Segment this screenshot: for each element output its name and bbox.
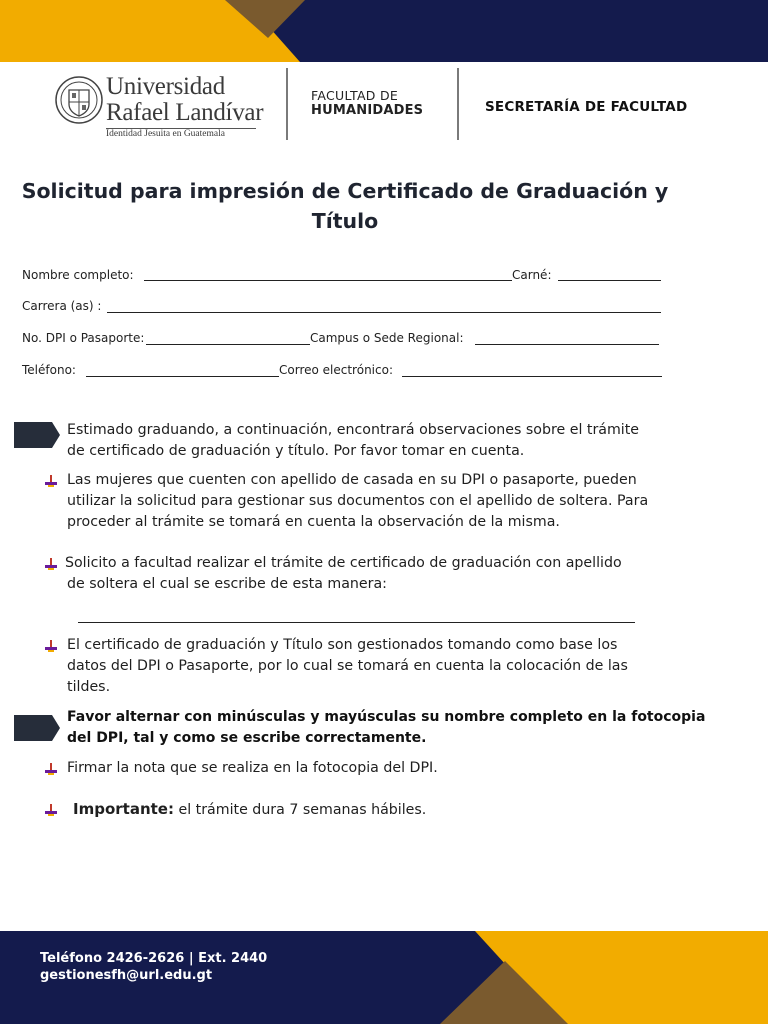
header-divider xyxy=(457,68,459,140)
telefono-label: Teléfono: xyxy=(22,363,76,377)
university-tagline: Identidad Jesuita en Guatemala xyxy=(106,129,225,139)
dpi-label: No. DPI o Pasaporte: xyxy=(22,331,145,345)
university-name-line2: Rafael Landívar xyxy=(106,99,264,126)
bullet3-line3: tildes. xyxy=(67,679,111,695)
arrow-marker-icon xyxy=(14,422,60,448)
carne-label: Carné: xyxy=(512,268,552,282)
telefono-field[interactable] xyxy=(86,376,279,377)
carrera-label: Carrera (as) : xyxy=(22,299,102,313)
faculty-line2: HUMANIDADES xyxy=(311,103,424,118)
bullet-icon xyxy=(45,640,57,652)
header-banner xyxy=(0,0,768,62)
bullet-icon xyxy=(45,804,57,816)
university-name-line1: Universidad xyxy=(106,73,225,100)
intro-line1: Estimado graduando, a continuación, encontrará observaciones sobre el trámite xyxy=(67,422,640,438)
bullet3-line1: El certificado de graduación y Título son gestionados tomando como base los xyxy=(67,637,618,653)
carne-field[interactable] xyxy=(558,280,661,281)
bullet2-line1: Solicito a facultad realizar el trámite de certificado de graduación con apellido xyxy=(65,555,622,571)
bullet5-text xyxy=(73,799,426,821)
secretaria-label: SECRETARÍA DE FACULTAD xyxy=(485,99,688,115)
bullet-icon xyxy=(45,475,57,487)
bullet1-line2: utilizar la solicitud para gestionar sus documentos con el apellido de soltera. Para xyxy=(67,493,649,509)
bullet1-line1: Las mujeres que cuenten con apellido de casada en su DPI o pasaporte, pueden xyxy=(67,472,637,488)
bullet-icon xyxy=(45,558,57,570)
arrow-marker-icon xyxy=(14,715,60,741)
carrera-field[interactable] xyxy=(107,312,661,313)
note-line2: del DPI, tal y como se escribe correctamente. xyxy=(67,730,427,746)
bullet-icon xyxy=(45,763,57,775)
correo-label: Correo electrónico: xyxy=(279,363,393,377)
maiden-name-field[interactable] xyxy=(78,622,635,623)
campus-label: Campus o Sede Regional: xyxy=(310,331,464,345)
dpi-field[interactable] xyxy=(146,344,310,345)
important-text: el trámite dura 7 semanas hábiles. xyxy=(173,802,427,818)
campus-field[interactable] xyxy=(475,344,659,345)
footer-email[interactable]: gestionesfh@url.edu.gt xyxy=(40,968,213,983)
bullet3-line2: datos del DPI o Pasaporte, por lo cual se tomará en cuenta la colocación de las xyxy=(67,658,628,674)
bullet2-line2: de soltera el cual se escribe de esta manera: xyxy=(67,576,387,592)
header-divider xyxy=(286,68,288,140)
correo-field[interactable] xyxy=(402,376,662,377)
faculty-line1: FACULTAD DE xyxy=(311,88,399,103)
page-title-line2: Título xyxy=(311,209,379,233)
intro-line2: de certificado de graduación y título. Por favor tomar en cuenta. xyxy=(67,443,525,459)
note-line1: Favor alternar con minúsculas y mayúsculas su nombre completo en la fotocopia xyxy=(67,709,706,725)
university-seal-icon xyxy=(54,72,104,128)
footer-phone: Teléfono 2426-2626 | Ext. 2440 xyxy=(40,951,268,966)
important-label: Importante: xyxy=(73,800,174,818)
nombre-field[interactable] xyxy=(144,280,512,281)
bullet4-text: Firmar la nota que se realiza en la fotocopia del DPI. xyxy=(67,760,438,776)
page-title-line1: Solicitud para impresión de Certificado de Graduación y xyxy=(21,179,669,203)
bullet1-line3: proceder al trámite se tomará en cuenta la observación de la misma. xyxy=(67,514,560,530)
nombre-label: Nombre completo: xyxy=(22,268,134,282)
